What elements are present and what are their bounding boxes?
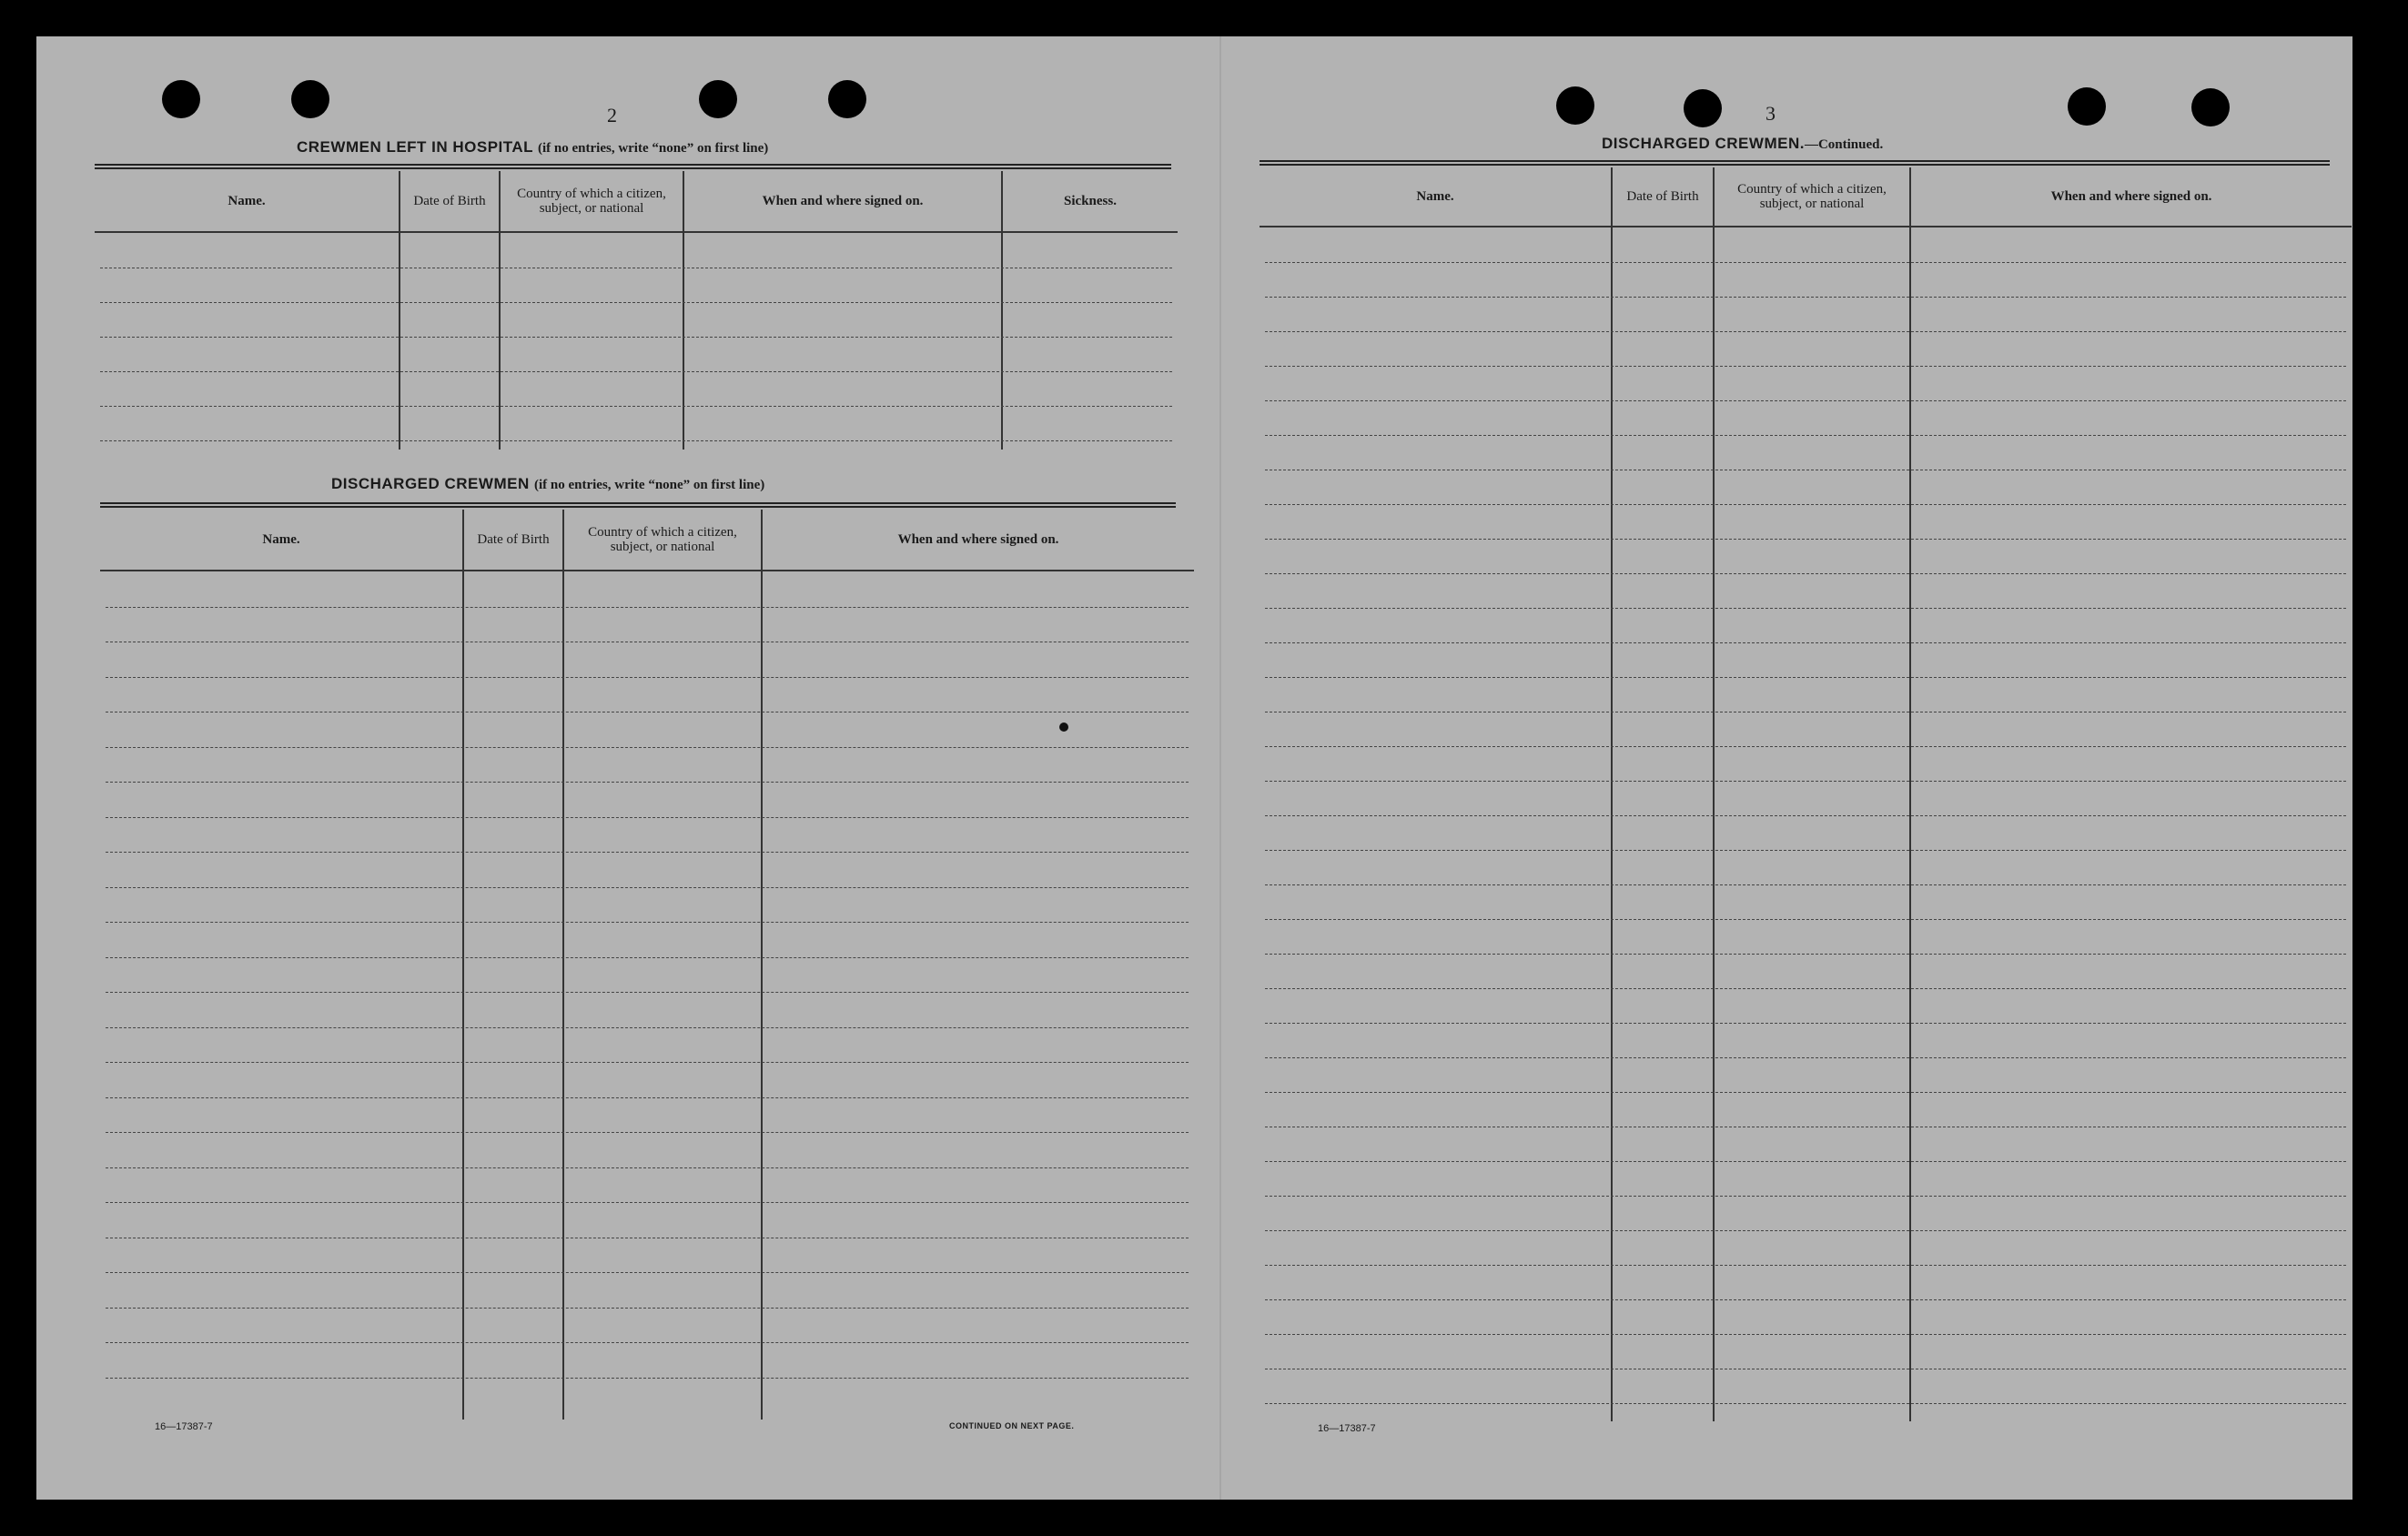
column-header: Sickness. <box>1003 171 1178 233</box>
entry-line <box>1265 1230 2346 1231</box>
entry-line <box>106 992 1189 993</box>
entry-line <box>106 1202 1189 1203</box>
entry-line <box>106 1167 1189 1168</box>
hospital-rows <box>95 233 1178 450</box>
page-number: 3 <box>1766 102 1776 125</box>
punch-hole <box>2191 88 2230 126</box>
form-number: 16—17387-7 <box>155 1421 213 1432</box>
entry-line <box>1265 988 2346 989</box>
discharged-table <box>100 510 1194 1420</box>
discharged-section-title <box>331 475 764 493</box>
entry-line <box>1265 608 2346 609</box>
entry-line <box>106 1027 1189 1028</box>
entry-line <box>1265 677 2346 678</box>
continued-suffix: —Continued. <box>1804 137 1884 152</box>
entry-line <box>100 371 1172 372</box>
entry-line <box>106 1272 1189 1273</box>
entry-line <box>1265 573 2346 574</box>
column-header: Name. <box>95 171 399 233</box>
column-header: Date of Birth <box>1613 167 1713 227</box>
entry-line <box>1265 815 2346 816</box>
entry-line <box>1265 1334 2346 1335</box>
entry-line <box>106 782 1189 783</box>
entry-line <box>1265 1057 2346 1058</box>
entry-line <box>1265 331 2346 332</box>
entry-line <box>1265 781 2346 782</box>
entry-line <box>1265 884 2346 885</box>
entry-line <box>106 607 1189 608</box>
punch-hole <box>828 80 866 118</box>
entry-line <box>1265 850 2346 851</box>
entry-line <box>106 1342 1189 1343</box>
entry-line <box>1265 1299 2346 1300</box>
entry-line <box>106 1378 1189 1379</box>
right-page <box>1219 36 2352 1500</box>
entry-line <box>1265 262 2346 263</box>
ink-speck <box>1059 723 1068 732</box>
entry-line <box>1265 1023 2346 1024</box>
entry-line <box>1265 400 2346 401</box>
column-header: Country of which a citizen, subject, or national <box>501 171 683 233</box>
hospital-title-note: (if no entries, write “none” on first line) <box>538 141 769 156</box>
entry-line <box>1265 1196 2346 1197</box>
entry-line <box>106 1308 1189 1309</box>
entry-line <box>1265 1265 2346 1266</box>
column-header: Date of Birth <box>400 171 499 233</box>
column-header: Name. <box>1260 167 1611 227</box>
discharged-title-text: DISCHARGED CREWMEN <box>331 475 530 492</box>
entry-line <box>1265 539 2346 540</box>
left-page <box>36 36 1219 1500</box>
continued-note: CONTINUED ON NEXT PAGE. <box>949 1421 1075 1430</box>
column-header: When and where signed on. <box>1911 167 2352 227</box>
column-header: Name. <box>100 510 462 571</box>
entry-line <box>1265 435 2346 436</box>
discharged-continued-table <box>1260 167 2352 1421</box>
entry-line <box>106 1062 1189 1063</box>
hospital-section-title <box>297 138 768 157</box>
entry-line <box>106 1132 1189 1133</box>
double-rule <box>1260 160 2330 166</box>
continued-rows <box>1260 227 2352 1421</box>
discharged-continued-title <box>1602 135 1883 153</box>
entry-line <box>100 440 1172 441</box>
entry-line <box>106 677 1189 678</box>
form-sheet <box>36 36 2352 1500</box>
punch-hole <box>162 80 200 118</box>
page-number: 2 <box>607 104 617 126</box>
punch-hole <box>699 80 737 118</box>
entry-line <box>106 817 1189 818</box>
entry-line <box>100 302 1172 303</box>
entry-line <box>106 922 1189 923</box>
entry-line <box>1265 297 2346 298</box>
hospital-table <box>95 171 1178 450</box>
entry-line <box>106 747 1189 748</box>
double-rule <box>100 502 1176 508</box>
punch-hole <box>1556 86 1594 125</box>
entry-line <box>106 957 1189 958</box>
entry-line <box>106 852 1189 853</box>
column-header: Country of which a citizen, subject, or national <box>564 510 761 571</box>
discharged-title-note: (if no entries, write “none” on first line) <box>533 478 765 492</box>
entry-line <box>1265 1403 2346 1404</box>
entry-line <box>1265 366 2346 367</box>
column-header: Country of which a citizen, subject, or national <box>1715 167 1909 227</box>
entry-line <box>100 406 1172 407</box>
entry-line <box>1265 1161 2346 1162</box>
double-rule <box>95 164 1171 169</box>
column-header: When and where signed on. <box>684 171 1001 233</box>
entry-line <box>106 1097 1189 1098</box>
entry-line <box>1265 1092 2346 1093</box>
entry-line <box>1265 642 2346 643</box>
entry-line <box>106 887 1189 888</box>
entry-line <box>1265 919 2346 920</box>
discharged-continued-text: DISCHARGED CREWMEN. <box>1602 135 1805 152</box>
punch-hole <box>1684 89 1722 127</box>
punch-hole <box>291 80 329 118</box>
entry-line <box>1265 746 2346 747</box>
entry-line <box>1265 954 2346 955</box>
punch-hole <box>2068 87 2106 126</box>
hospital-title-text: CREWMEN LEFT IN HOSPITAL <box>297 138 533 156</box>
form-number: 16—17387-7 <box>1318 1423 1376 1434</box>
discharged-rows <box>100 571 1194 1420</box>
entry-line <box>1265 504 2346 505</box>
column-header: Date of Birth <box>464 510 562 571</box>
entry-line <box>100 337 1172 338</box>
column-header: When and where signed on. <box>763 510 1194 571</box>
